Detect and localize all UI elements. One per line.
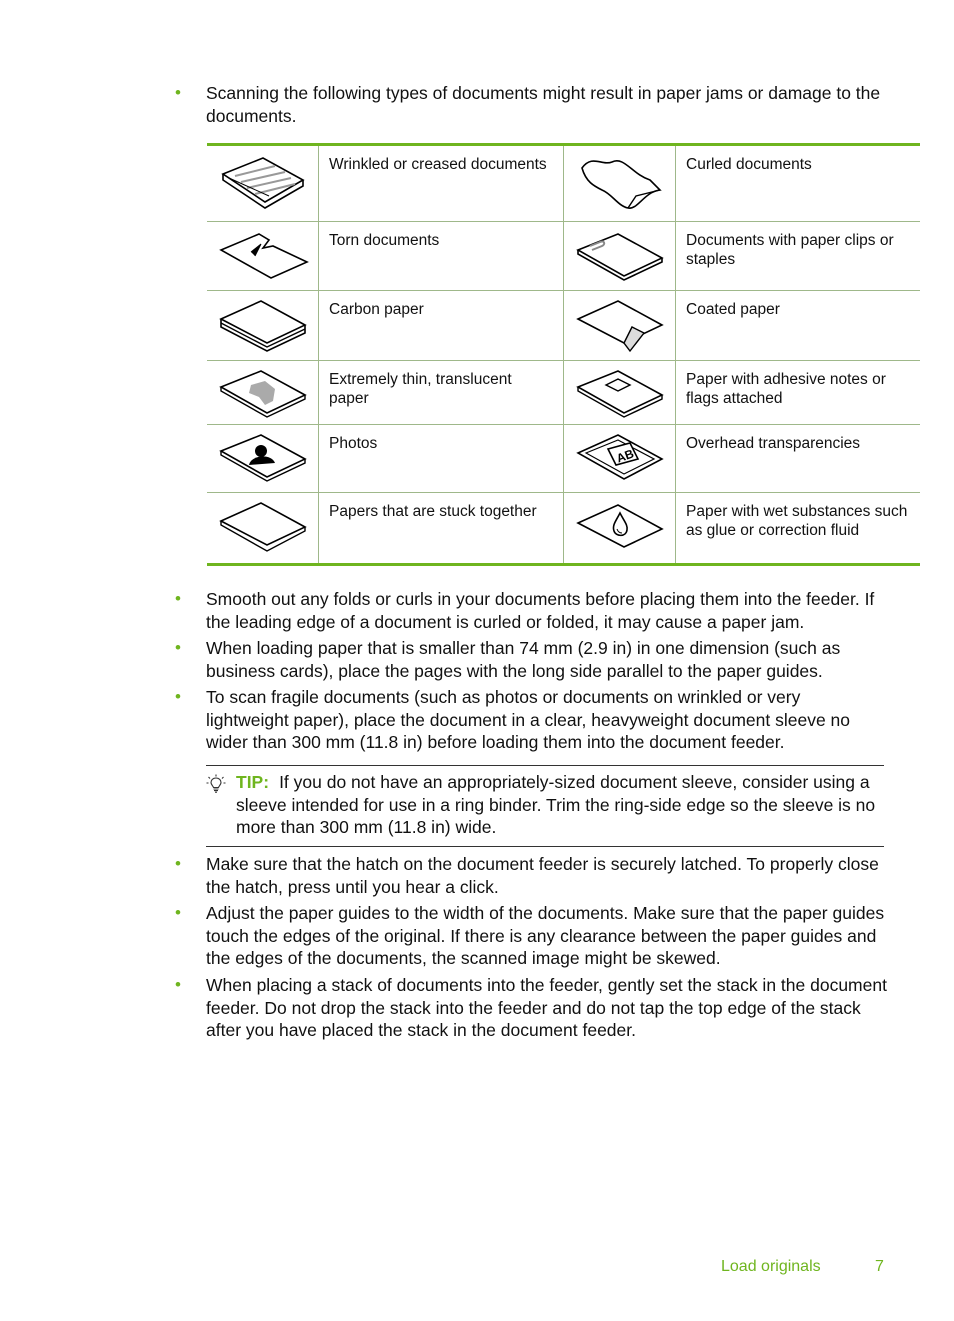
doc-type-label: Coated paper: [676, 291, 921, 361]
wet-paper-icon: [564, 493, 676, 565]
bullet-marker: •: [175, 638, 181, 657]
table-row: [207, 425, 920, 493]
bullet-text: Scanning the following types of documents might result in paper jams or damage to the documents.: [206, 83, 881, 126]
doc-type-label: Documents with paper clips or staples: [676, 222, 921, 291]
photo-icon: [207, 425, 319, 493]
torn-paper-icon: [207, 222, 319, 291]
footer-section-title: Load originals: [721, 1258, 821, 1275]
doc-type-label: Papers that are stuck together: [319, 493, 564, 565]
bullet-text: When placing a stack of documents into the feeder, gently set the stack in the document feeder. Do not drop the stack into the feeder and do not tap the top edge of the stack after you have placed the stack in the document feeder.: [206, 975, 887, 1040]
bullet-text: Adjust the paper guides to the width of the documents. Make sure that the paper guides touch the edges of the original. If there is any clearance between the paper guides and the edges of the documents, the scanned image might be skewed.: [206, 903, 885, 968]
table-row: [207, 361, 920, 425]
bullet-text: Smooth out any folds or curls in your documents before placing them into the feeder. If the leading edge of a document is curled or folded, it may cause a paper jam.: [206, 589, 875, 632]
list-item: [175, 853, 887, 898]
lightbulb-icon: [206, 774, 226, 794]
bullet-marker: •: [175, 687, 181, 706]
tip-content: If you do not have an appropriately-sized document sleeve, consider using a sleeve intended for use in a ring binder. Trim the ring-side edge so the sleeve is no more than 300 mm (11.8 in) wide.: [236, 772, 876, 837]
tip-label: TIP:: [236, 772, 270, 792]
bullet-text: To scan fragile documents (such as photos or documents on wrinkled or very lightweight paper), place the document in a clear, heavyweight document sleeve no wider than 300 mm (11.8 in) before loading them into the document feeder.: [206, 687, 851, 752]
translucent-paper-icon: [207, 361, 319, 425]
paper-clip-icon: [564, 222, 676, 291]
doc-type-label: Curled documents: [676, 145, 921, 222]
doc-type-label: Paper with adhesive notes or flags attached: [676, 361, 921, 425]
list-item: [175, 686, 887, 754]
document-types-table: [207, 143, 920, 566]
stuck-papers-icon: [207, 493, 319, 565]
tip-box: [206, 765, 884, 847]
table-row: [207, 493, 920, 565]
tip-text: [236, 771, 884, 839]
list-item: [175, 974, 887, 1042]
list-item: [175, 902, 887, 970]
doc-type-label: Photos: [319, 425, 564, 493]
carbon-paper-icon: [207, 291, 319, 361]
adhesive-note-icon: [564, 361, 676, 425]
transparency-icon: [564, 425, 676, 493]
doc-type-label: Extremely thin, translucent paper: [319, 361, 564, 425]
bullet-marker: •: [175, 854, 181, 873]
doc-type-label: Torn documents: [319, 222, 564, 291]
intro-bullet: [175, 82, 887, 127]
doc-type-label: Paper with wet substances such as glue or correction fluid: [686, 503, 908, 539]
doc-type-label: Carbon paper: [319, 291, 564, 361]
bullet-marker: •: [175, 975, 181, 994]
bullet-marker: •: [175, 903, 181, 922]
table-row: [207, 291, 920, 361]
wrinkled-paper-icon: [207, 145, 319, 222]
list-item: [175, 637, 887, 682]
bullet-text: Make sure that the hatch on the document feeder is securely latched. To properly close the hatch, press until you hear a click.: [206, 854, 879, 897]
bullet-marker: •: [175, 83, 181, 102]
bullet-marker: •: [175, 589, 181, 608]
doc-type-label: Overhead transparencies: [676, 425, 921, 493]
footer-page-number: 7: [875, 1258, 884, 1275]
bullet-text: When loading paper that is smaller than 74 mm (2.9 in) in one dimension (such as business cards), place the pages with the long side parallel to the paper guides.: [206, 638, 841, 681]
svg-text:AB: AB: [614, 446, 636, 466]
list-item: [175, 588, 887, 633]
table-row: [207, 222, 920, 291]
curled-paper-icon: [564, 145, 676, 222]
table-row: [207, 145, 920, 222]
coated-paper-icon: [564, 291, 676, 361]
doc-type-label: Wrinkled or creased documents: [319, 145, 564, 222]
